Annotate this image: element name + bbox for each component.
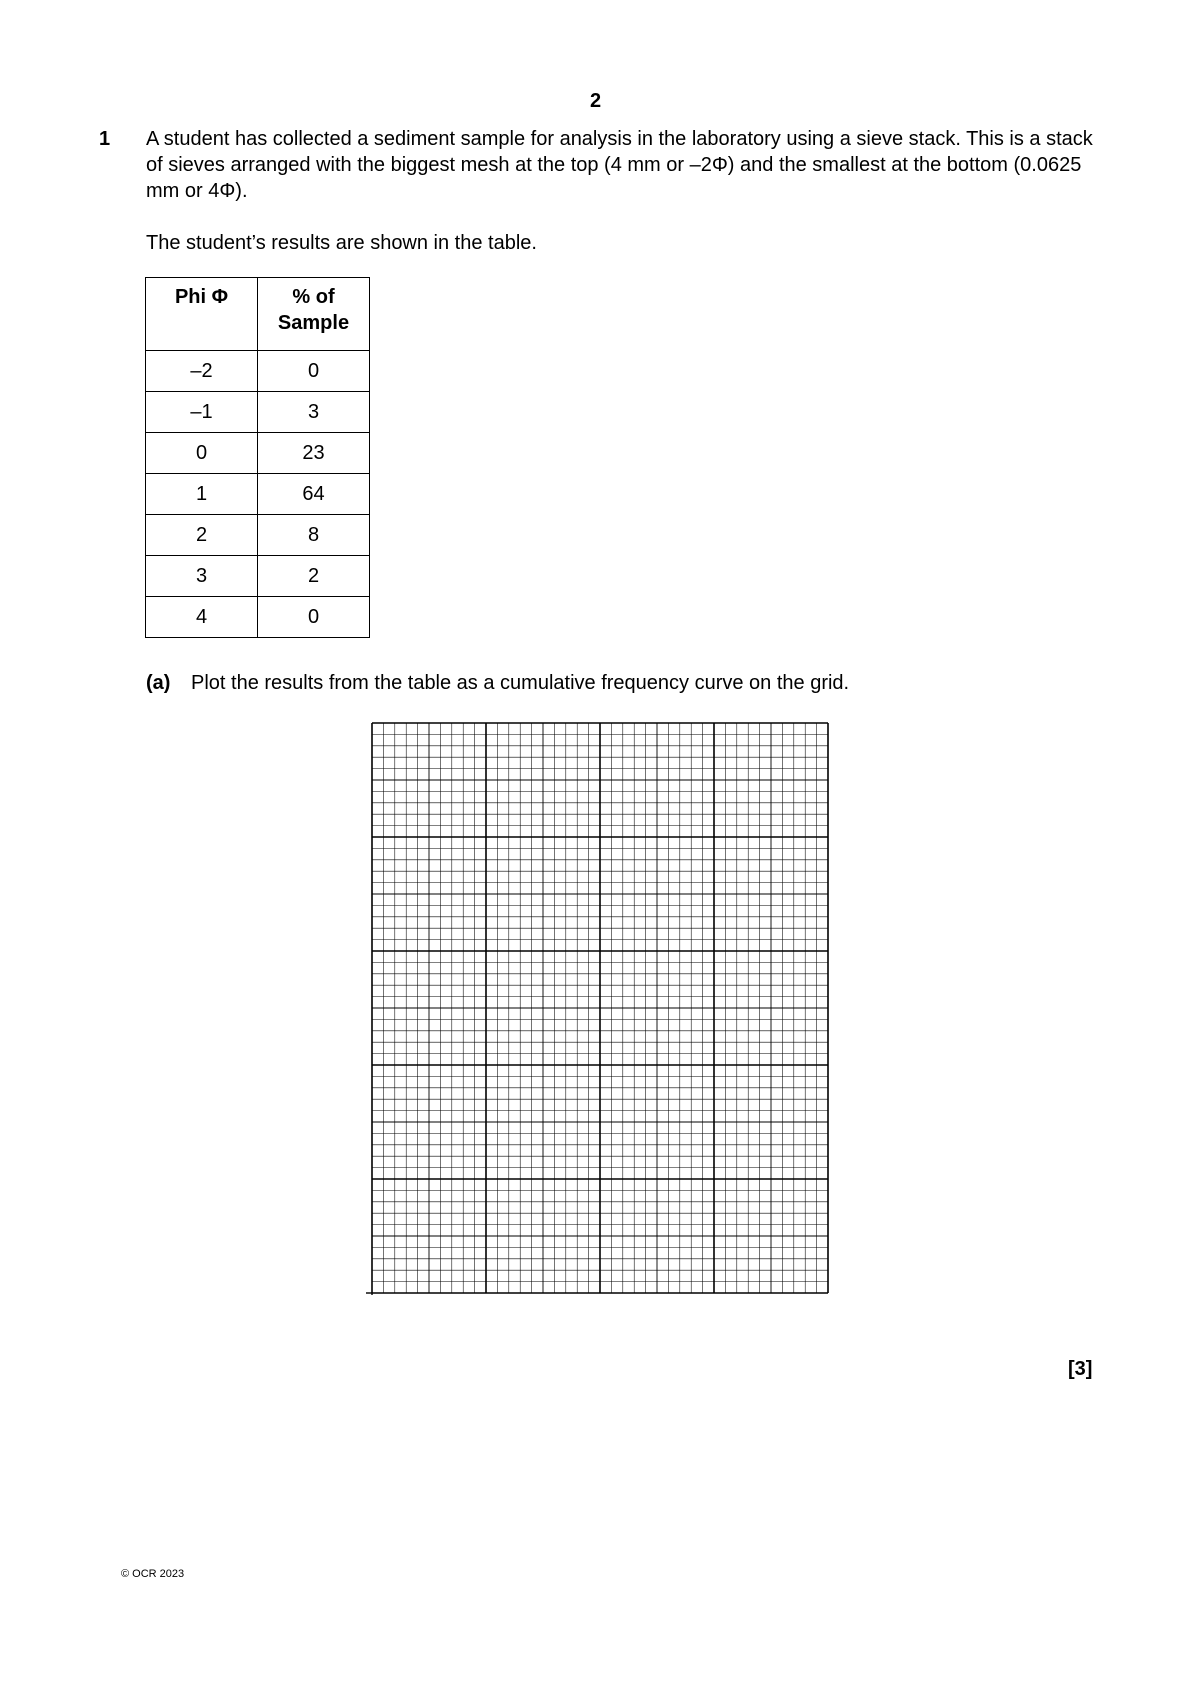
question-number: 1 bbox=[99, 128, 111, 150]
phi-cell: 4 bbox=[146, 597, 258, 638]
table-row bbox=[146, 433, 370, 474]
part-a-label: (a) bbox=[146, 672, 171, 694]
table-row bbox=[146, 351, 370, 392]
results-table bbox=[145, 277, 370, 638]
table-row bbox=[146, 597, 370, 638]
percent-cell: 3 bbox=[258, 392, 370, 433]
phi-cell: –2 bbox=[146, 351, 258, 392]
page-number: 2 bbox=[589, 90, 602, 112]
table-intro-text: The student’s results are shown in the table. bbox=[146, 232, 537, 254]
graph-paper-grid[interactable] bbox=[364, 715, 834, 1295]
table-row bbox=[146, 515, 370, 556]
phi-cell: 2 bbox=[146, 515, 258, 556]
percent-cell: 23 bbox=[258, 433, 370, 474]
percent-cell: 2 bbox=[258, 556, 370, 597]
copyright-footer: © OCR 2023 bbox=[121, 1568, 185, 1580]
phi-cell: 1 bbox=[146, 474, 258, 515]
marks-label: [3] bbox=[1068, 1358, 1093, 1380]
header-percent-sample-label: % of Sample bbox=[277, 286, 350, 334]
phi-cell: 0 bbox=[146, 433, 258, 474]
percent-cell: 0 bbox=[258, 351, 370, 392]
header-phi: Phi Φ bbox=[146, 278, 258, 351]
phi-cell: –1 bbox=[146, 392, 258, 433]
phi-cell: 3 bbox=[146, 556, 258, 597]
table-row bbox=[146, 556, 370, 597]
part-a-text: Plot the results from the table as a cumulative frequency curve on the grid. bbox=[191, 672, 850, 694]
table-row bbox=[146, 392, 370, 433]
question-text: A student has collected a sediment sample for analysis in the laboratory using a sieve stack. This is a stack of sieves arranged with the biggest mesh at the top (4 mm or –2Φ) and the smallest at the bottom (0.0625 mm or 4Φ). bbox=[146, 128, 1093, 202]
percent-cell: 0 bbox=[258, 597, 370, 638]
percent-cell: 64 bbox=[258, 474, 370, 515]
header-percent-sample bbox=[258, 278, 370, 351]
table-header-row bbox=[146, 278, 370, 351]
percent-cell: 8 bbox=[258, 515, 370, 556]
table-row bbox=[146, 474, 370, 515]
